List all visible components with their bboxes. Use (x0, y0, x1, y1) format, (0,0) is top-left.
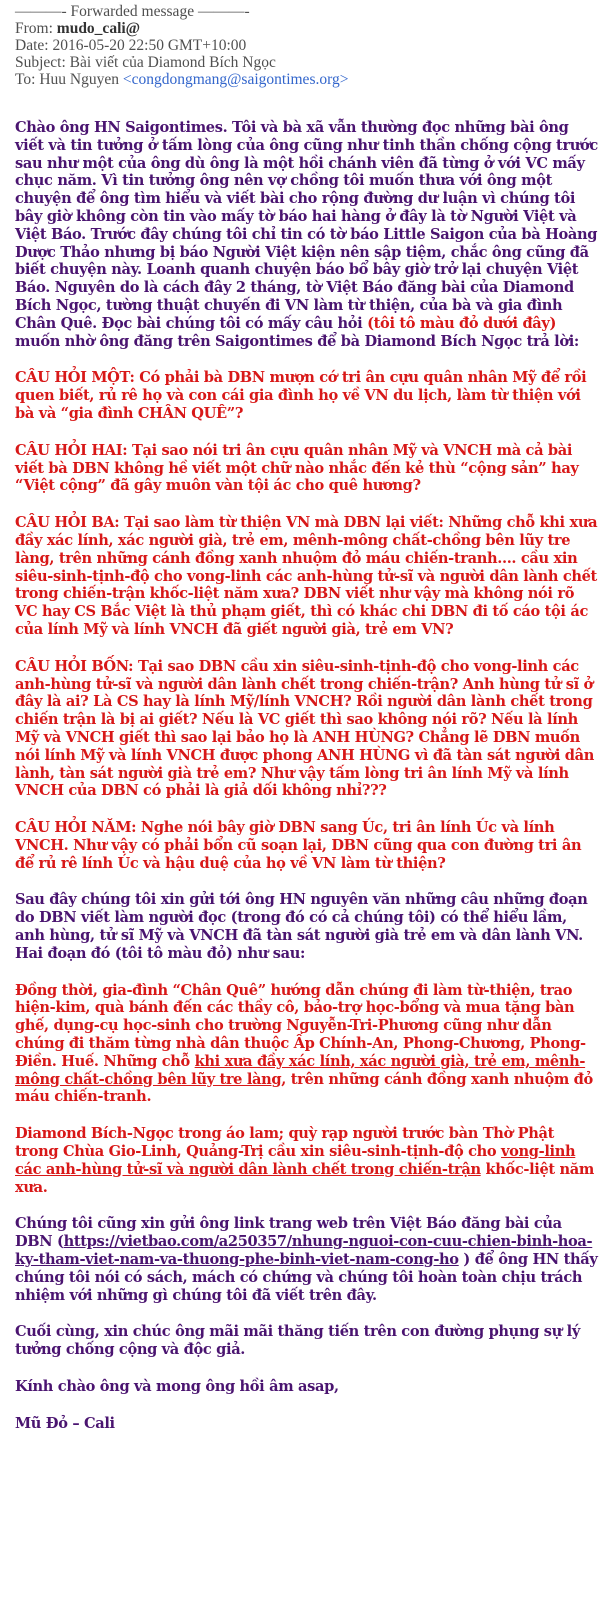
quote-two-text-end: khốc-liệt năm xưa. (15, 1160, 595, 1196)
quote-one-text-end: , trên những cánh đồng xanh nhuộm đỏ máu chiến-tranh. (15, 1070, 593, 1106)
closing-paragraph: Cuối cùng, xin chúc ông mãi mãi thăng tiến trên con đường phụng sự lý tưởng chống cộng và độc giả. (15, 1323, 580, 1359)
quote-two-text: Diamond Bích-Ngọc trong áo lam; quỳ rạp người trước bàn Thờ Phật trong Chùa Gio-Linh, Quảng-Trị cầu xin siêu-sinh-tịnh-độ cho (15, 1125, 554, 1161)
question-three: CÂU HỎI BA: Tại sao làm từ thiện VN mà DBN lại viết: Những chỗ khi xưa đầy xác lính, xác người già, trẻ em, mênh-mông chất-chồng bên lũy tre làng, trên những cánh đồng xanh nhuộm đỏ máu chiến-tranh.... cầu xin siêu-sinh-tịnh-độ cho vong-linh các anh-hùng tử-sĩ và người dân lành chết trong chiến-trận khốc-liệt năm xưa? DBN viết như vậy mà không nói rõ VC hay CS Bắc Việt là thủ phạm giết, thì có khác chi DBN đi tố cáo tội ác của lính Mỹ và lính VNCH đã giết người già, trẻ em VN? (15, 514, 598, 638)
link-intro-text: Chúng tôi cũng xin gửi ông link trang web trên Việt Báo đăng bài của DBN ( (15, 1215, 562, 1251)
signature: Mũ Đỏ – Cali (15, 1414, 115, 1432)
question-two: CÂU HỎI HAI: Tại sao nói tri ân cựu quân nhân Mỹ và VNCH mà cả bài viết bà DBN không hề viết một chữ nào nhắc đến kẻ thù “cộng sản” hay “Việt cộng” đã gây muôn vàn tội ác cho quê hương? (15, 441, 579, 495)
from-line (15, 20, 595, 37)
intro-text-end: muốn nhờ ông đăng trên Saigontimes để bà Diamond Bích Ngọc trả lời: (15, 332, 579, 350)
quote-one-underlined: khi xưa đầy xác lính, xác người già, trẻ em, mênh-mông chất-chồng bên lũy tre làng (15, 1052, 586, 1088)
quote-two-underlined: vong-linh các anh-hùng tử-sĩ và người dân lành chết trong chiến-trận (15, 1143, 576, 1178)
question-four: CÂU HỎI BỐN: Tại sao DBN cầu xin siêu-sinh-tịnh-độ cho vong-linh các anh-hùng tử-sĩ và người dân lành chết trong chiến-trận? Anh hùng tử sĩ ở đây là ai? Là CS hay là lính Mỹ/lính VNCH? Rồi người dân lành chết trong chiến trận là bị ai giết? Nếu là VC giết thì sao không nói rõ? Nếu là lính Mỹ và VNCH giết thì sao lại bảo họ là ANH HÙNG? Chẳng lẽ DBN muốn nói lính Mỹ và lính VNCH được phong ANH HÙNG vì đã tàn sát người dân lành, tàn sát người già trẻ em? Như vậy tấm lòng tri ân lính Mỹ và lính VNCH của DBN có phải là giả dối không nhỉ??? (15, 657, 594, 800)
question-one: CÂU HỎI MỘT: Có phải bà DBN mượn cớ tri ân cựu quân nhân Mỹ để rồi quen biết, rủ rê họ và con cái gia đình họ về VN du lịch, làm từ thiện với bà và “gia đình CHÂN QUÊ”? (15, 369, 587, 422)
forwarded-line: ———- Forwarded message ———- (15, 3, 250, 20)
quote-one-text: Đồng thời, gia-đình “Chân Quê” hướng dẫn chúng đi làm từ-thiện, trao hiện-kim, quà bánh đến các thầy cô, bảo-trợ học-bổng và mua tặng bàn ghế, dụng-cụ học-sinh cho trường Nguyễn-Tri-Phương cũng như dẫn chúng đi thăm từng nhà dân thuộc Ấp Chính-An, Phong-Chương, Phong-Điền. Huế. Những chỗ (15, 981, 586, 1070)
to-label: To: Huu Nguyen (15, 71, 123, 88)
to-email-link[interactable]: <congdongmang@saigontimes.org> (122, 71, 349, 88)
from-label: From: (15, 20, 57, 37)
quote-one (15, 982, 601, 1107)
to-line (15, 71, 595, 88)
followup-paragraph: Sau đây chúng tôi xin gửi tới ông HN nguyên văn những câu những đoạn do DBN viết làm người đọc (trong đó có cả chúng tôi) có thể hiểu lầm, anh hùng, tử sĩ Mỹ và VNCH đã tàn sát người già trẻ em và dân lành VN. Hai đoạn đó (tôi tô màu đỏ) như sau: (15, 891, 588, 962)
intro-paragraph (15, 119, 601, 350)
article-link[interactable]: https://vietbao.com/a250357/nhung-nguoi-con-cuu-chien-binh-hoa-ky-tham-viet-nam-va-thuong-phe-binh-viet-nam-cong-ho (15, 1233, 593, 1269)
letter-body (15, 119, 601, 1452)
subject-line: Subject: Bài viết của Diamond Bích Ngọc (15, 54, 276, 71)
link-paragraph (15, 1215, 601, 1304)
intro-text: Chào ông HN Saigontimes. Tôi và bà xã vẫn thường đọc những bài ông viết và tin tưởng ở tấm lòng của ông cũng như tinh thần chống cộng trước sau như một của ông dù ông là một hồi chánh viên đã từng ở với VC mấy chục năm. Vì tin tưởng ông nên vợ chồng tôi muốn thưa với ông một chuyện để ông tìm hiểu và viết bài cho rộng đường dư luận vì chúng tôi bây giờ không còn tin vào mấy tờ báo hai hàng ở đây là tờ Người Việt và Việt Báo. Trước đây chúng tôi chỉ tin có tờ báo Little Saigon của bà Hoàng Dược Thảo nhưng bị báo Người Việt kiện nên sập tiệm, chắc ông cũng đã biết chuyện này. Loanh quanh chuyện báo bổ bây giờ trở lại chuyện Việt Báo. Nguyên do là cách đây 2 tháng, tờ Việt Báo đăng bài của Diamond Bích Ngọc, tường thuật chuyến đi VN làm từ thiện, của bà và gia đình Chân Quê. Đọc bài chúng tôi có mấy câu hỏi (15, 119, 598, 332)
greeting-line: Kính chào ông và mong ông hồi âm asap, (15, 1378, 339, 1396)
link-outro-text: ) để ông HN thấy chúng tôi nói có sách, mách có chứng và chúng tôi hoàn toàn chịu trách nhiệm với những gì chúng tôi đã viết trên đây. (15, 1251, 598, 1304)
forwarded-header (15, 3, 595, 88)
intro-red-note: (tôi tô màu đỏ dưới đây) (367, 314, 557, 332)
question-five: CÂU HỎI NĂM: Nghe nói bây giờ DBN sang Úc, tri ân lính Úc và lính VNCH. Như vậy có phải bổn cũ soạn lại, DBN cũng qua con đường tri ân để rủ rê lính Úc và hậu duệ của họ về VN làm từ thiện? (15, 819, 582, 872)
date-line: Date: 2016-05-20 22:50 GMT+10:00 (15, 37, 247, 54)
quote-two (15, 1125, 601, 1196)
from-value: mudo_cali@ (56, 20, 141, 37)
